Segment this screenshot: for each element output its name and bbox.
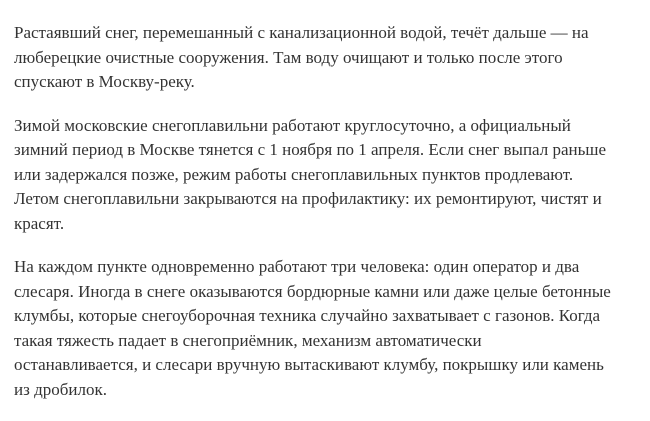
text-line: спускают в Москву-реку. [14, 72, 195, 91]
text-line: останавливается, и слесари вручную вытаскивают клумбу, покрышку или камень [14, 355, 604, 374]
text-line: слесаря. Иногда в снеге оказываются бордюрные камни или даже целые бетонные [14, 281, 611, 301]
text-line: Летом снегоплавильни закрываются на профилактику: их ремонтируют, чистят и [14, 189, 602, 208]
text-line: люберецкие очистные сооружения. Там воду очищают и только после этого [14, 47, 563, 67]
text-line: зимний период в Москве тянется с 1 ноября по 1 апреля. Если снег выпал раньше [14, 140, 607, 159]
text-line: такая тяжесть падает в снегоприёмник, механизм автоматически [14, 330, 482, 350]
article-body [14, 21, 644, 421]
paragraph-working-season [14, 114, 644, 237]
text-line: или задержался позже, режим работы снегоплавильных пунктов продлевают. [14, 164, 574, 184]
text-line: клумбы, которые снегоуборочная техника случайно захватывает с газонов. Когда [14, 306, 601, 325]
text-line: Зимой московские снегоплавильни работают круглосуточно, а официальный [14, 115, 571, 135]
paragraph-staff [14, 255, 644, 402]
text-line: На каждом пункте одновременно работают три человека: один оператор и два [14, 257, 580, 276]
text-line: Растаявший снег, перемешанный с канализационной водой, течёт дальше — на [14, 23, 589, 42]
text-line: красят. [14, 213, 65, 233]
paragraph-snow-treatment [14, 21, 644, 95]
text-line: из дробилок. [14, 379, 107, 399]
